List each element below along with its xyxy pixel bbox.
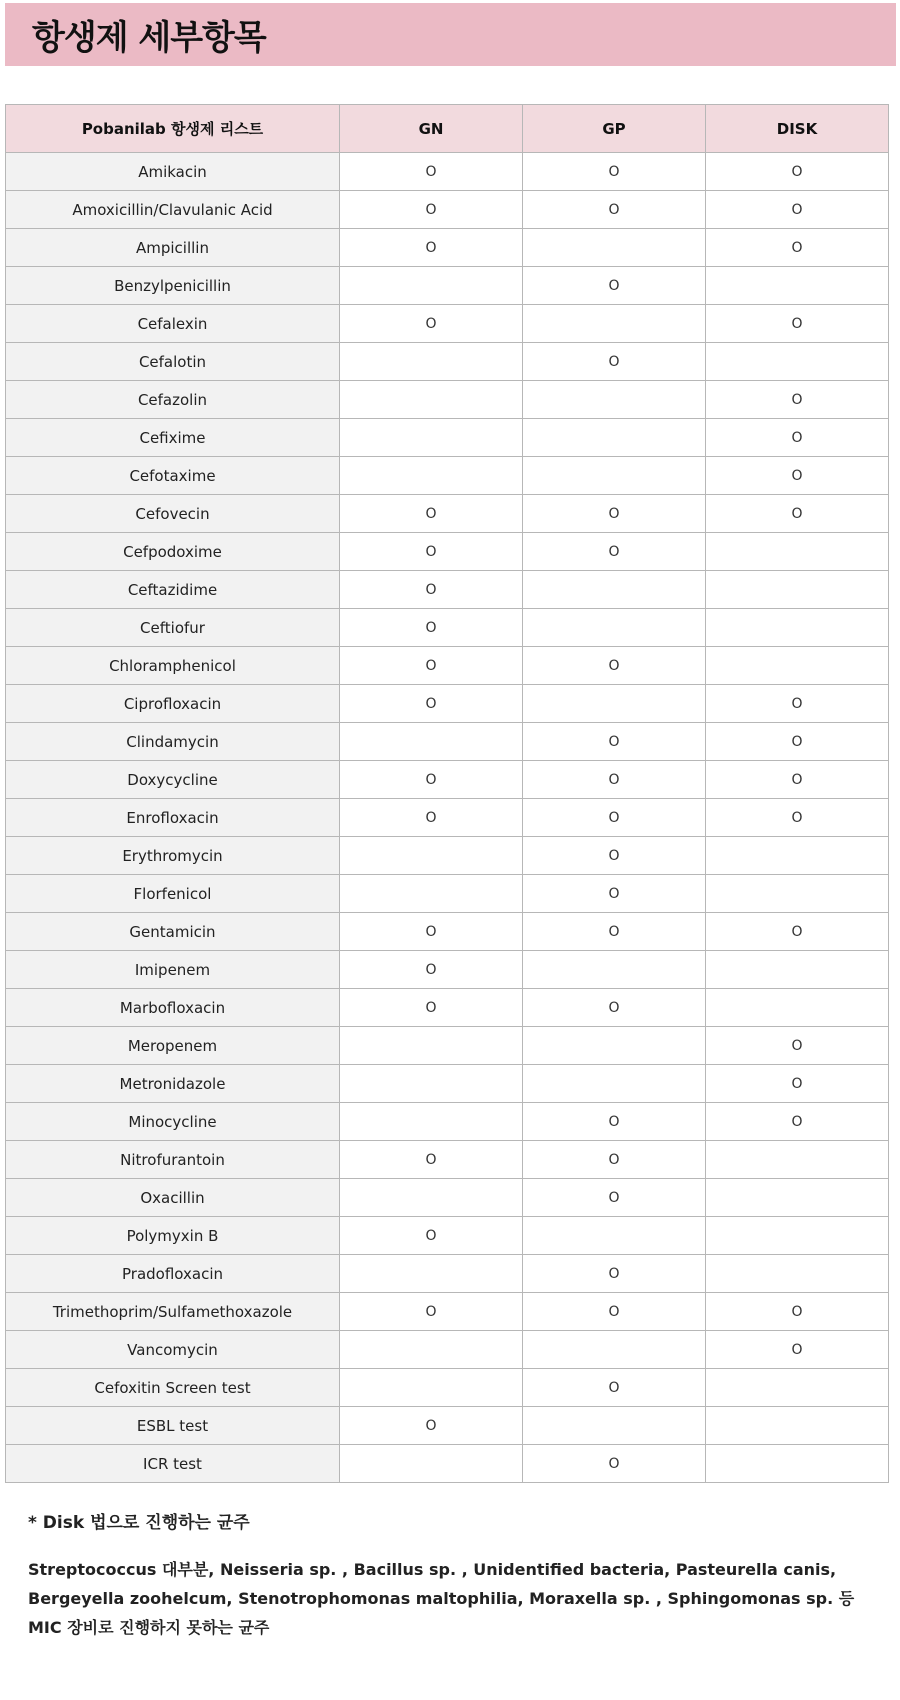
disk-availability-cell: O bbox=[706, 305, 889, 343]
antibiotic-name-cell: Cefoxitin Screen test bbox=[6, 1369, 340, 1407]
antibiotic-name-cell: Cefalotin bbox=[6, 343, 340, 381]
table-row bbox=[6, 875, 889, 913]
gn-availability-cell: O bbox=[340, 1293, 523, 1331]
gn-availability-cell: O bbox=[340, 685, 523, 723]
disk-availability-cell bbox=[706, 571, 889, 609]
antibiotic-name-cell: Marbofloxacin bbox=[6, 989, 340, 1027]
table-row bbox=[6, 495, 889, 533]
disk-availability-cell bbox=[706, 647, 889, 685]
disk-availability-cell bbox=[706, 343, 889, 381]
gp-availability-cell bbox=[523, 1331, 706, 1369]
gn-availability-cell bbox=[340, 381, 523, 419]
gn-availability-cell bbox=[340, 837, 523, 875]
disk-availability-cell bbox=[706, 837, 889, 875]
gp-availability-cell: O bbox=[523, 343, 706, 381]
table-row bbox=[6, 951, 889, 989]
antibiotic-name-cell: Cefpodoxime bbox=[6, 533, 340, 571]
disk-availability-cell bbox=[706, 1217, 889, 1255]
disk-method-note bbox=[28, 1508, 878, 1642]
gp-availability-cell: O bbox=[523, 1369, 706, 1407]
gn-availability-cell: O bbox=[340, 951, 523, 989]
disk-availability-cell bbox=[706, 1407, 889, 1445]
disk-availability-cell: O bbox=[706, 419, 889, 457]
antibiotic-name-cell: Cefovecin bbox=[6, 495, 340, 533]
gp-availability-cell bbox=[523, 1027, 706, 1065]
disk-availability-cell: O bbox=[706, 457, 889, 495]
table-header-row bbox=[6, 105, 889, 153]
table-row bbox=[6, 1141, 889, 1179]
column-header-antibiotic-list: Pobanilab 항생제 리스트 bbox=[6, 105, 340, 153]
table-row bbox=[6, 267, 889, 305]
disk-availability-cell: O bbox=[706, 1103, 889, 1141]
gp-availability-cell: O bbox=[523, 1255, 706, 1293]
gp-availability-cell: O bbox=[523, 533, 706, 571]
disk-availability-cell: O bbox=[706, 685, 889, 723]
disk-availability-cell bbox=[706, 1141, 889, 1179]
table-row bbox=[6, 305, 889, 343]
antibiotic-name-cell: Ampicillin bbox=[6, 229, 340, 267]
gn-availability-cell bbox=[340, 419, 523, 457]
table-row bbox=[6, 1293, 889, 1331]
table-row bbox=[6, 799, 889, 837]
gn-availability-cell bbox=[340, 1103, 523, 1141]
antibiotic-name-cell: Ciprofloxacin bbox=[6, 685, 340, 723]
gn-availability-cell bbox=[340, 1255, 523, 1293]
column-header-disk: DISK bbox=[706, 105, 889, 153]
disk-availability-cell bbox=[706, 1255, 889, 1293]
antibiotic-name-cell: Ceftazidime bbox=[6, 571, 340, 609]
gp-availability-cell bbox=[523, 305, 706, 343]
disk-availability-cell bbox=[706, 1369, 889, 1407]
table-row bbox=[6, 723, 889, 761]
table-row bbox=[6, 913, 889, 951]
gp-availability-cell bbox=[523, 571, 706, 609]
disk-availability-cell: O bbox=[706, 191, 889, 229]
table-row bbox=[6, 1217, 889, 1255]
gp-availability-cell: O bbox=[523, 495, 706, 533]
table-row bbox=[6, 1065, 889, 1103]
disk-availability-cell: O bbox=[706, 913, 889, 951]
gp-availability-cell bbox=[523, 229, 706, 267]
gn-availability-cell bbox=[340, 1027, 523, 1065]
antibiotic-name-cell: Cefixime bbox=[6, 419, 340, 457]
table-row bbox=[6, 837, 889, 875]
gn-availability-cell bbox=[340, 1369, 523, 1407]
antibiotic-name-cell: Metronidazole bbox=[6, 1065, 340, 1103]
disk-availability-cell: O bbox=[706, 723, 889, 761]
gp-availability-cell: O bbox=[523, 723, 706, 761]
disk-availability-cell: O bbox=[706, 229, 889, 267]
disk-availability-cell: O bbox=[706, 1293, 889, 1331]
table-row bbox=[6, 609, 889, 647]
antibiotic-name-cell: Enrofloxacin bbox=[6, 799, 340, 837]
column-header-gp: GP bbox=[523, 105, 706, 153]
gp-availability-cell: O bbox=[523, 989, 706, 1027]
disk-availability-cell bbox=[706, 989, 889, 1027]
disk-availability-cell bbox=[706, 951, 889, 989]
gp-availability-cell: O bbox=[523, 913, 706, 951]
antibiotic-name-cell: Benzylpenicillin bbox=[6, 267, 340, 305]
gn-availability-cell bbox=[340, 1445, 523, 1483]
gp-availability-cell: O bbox=[523, 875, 706, 913]
antibiotic-name-cell: Clindamycin bbox=[6, 723, 340, 761]
antibiotic-name-cell: Amoxicillin/Clavulanic Acid bbox=[6, 191, 340, 229]
gp-availability-cell: O bbox=[523, 1293, 706, 1331]
gn-availability-cell: O bbox=[340, 191, 523, 229]
note-line: Bergeyella zoohelcum, Stenotrophomonas maltophilia, Moraxella sp. , Sphingomonas sp. 등 bbox=[28, 1589, 855, 1608]
gp-availability-cell bbox=[523, 609, 706, 647]
gn-availability-cell: O bbox=[340, 533, 523, 571]
antibiotic-name-cell: Pradofloxacin bbox=[6, 1255, 340, 1293]
disk-availability-cell: O bbox=[706, 1065, 889, 1103]
disk-availability-cell: O bbox=[706, 799, 889, 837]
table-row bbox=[6, 343, 889, 381]
antibiotic-name-cell: Vancomycin bbox=[6, 1331, 340, 1369]
gn-availability-cell bbox=[340, 1179, 523, 1217]
antibiotic-name-cell: Meropenem bbox=[6, 1027, 340, 1065]
disk-availability-cell bbox=[706, 267, 889, 305]
gp-availability-cell bbox=[523, 1407, 706, 1445]
gp-availability-cell bbox=[523, 1065, 706, 1103]
gp-availability-cell: O bbox=[523, 267, 706, 305]
page-title: 항생제 세부항목 bbox=[32, 18, 266, 58]
table-row bbox=[6, 191, 889, 229]
gn-availability-cell bbox=[340, 723, 523, 761]
gp-availability-cell: O bbox=[523, 1141, 706, 1179]
table-row bbox=[6, 761, 889, 799]
gn-availability-cell: O bbox=[340, 305, 523, 343]
antibiotic-name-cell: Doxycycline bbox=[6, 761, 340, 799]
antibiotic-name-cell: Trimethoprim/Sulfamethoxazole bbox=[6, 1293, 340, 1331]
table-body bbox=[6, 153, 889, 1483]
table-row bbox=[6, 457, 889, 495]
gn-availability-cell: O bbox=[340, 495, 523, 533]
table-row bbox=[6, 1103, 889, 1141]
gp-availability-cell bbox=[523, 419, 706, 457]
gn-availability-cell bbox=[340, 343, 523, 381]
table-header bbox=[6, 105, 889, 153]
gn-availability-cell: O bbox=[340, 647, 523, 685]
antibiotic-name-cell: ESBL test bbox=[6, 1407, 340, 1445]
gp-availability-cell bbox=[523, 951, 706, 989]
table-row bbox=[6, 647, 889, 685]
gp-availability-cell: O bbox=[523, 153, 706, 191]
antibiotic-name-cell: Polymyxin B bbox=[6, 1217, 340, 1255]
antibiotic-name-cell: Gentamicin bbox=[6, 913, 340, 951]
antibiotic-name-cell: Erythromycin bbox=[6, 837, 340, 875]
disk-availability-cell: O bbox=[706, 495, 889, 533]
table-row bbox=[6, 381, 889, 419]
gn-availability-cell: O bbox=[340, 761, 523, 799]
note-line: MIC 장비로 진행하지 못하는 균주 bbox=[28, 1618, 270, 1637]
gp-availability-cell: O bbox=[523, 1445, 706, 1483]
note-line: Streptococcus 대부분, Neisseria sp. , Bacillus sp. , Unidentified bacteria, Pasteurella canis, bbox=[28, 1560, 837, 1579]
antibiotic-name-cell: Minocycline bbox=[6, 1103, 340, 1141]
gp-availability-cell: O bbox=[523, 1103, 706, 1141]
disk-availability-cell: O bbox=[706, 1331, 889, 1369]
antibiotic-name-cell: Cefazolin bbox=[6, 381, 340, 419]
gn-availability-cell: O bbox=[340, 1407, 523, 1445]
gn-availability-cell bbox=[340, 457, 523, 495]
disk-availability-cell: O bbox=[706, 1027, 889, 1065]
table-row bbox=[6, 1445, 889, 1483]
table-row bbox=[6, 1179, 889, 1217]
table-row bbox=[6, 419, 889, 457]
disk-availability-cell bbox=[706, 1445, 889, 1483]
gn-availability-cell: O bbox=[340, 913, 523, 951]
gp-availability-cell bbox=[523, 1217, 706, 1255]
gp-availability-cell bbox=[523, 381, 706, 419]
gn-availability-cell: O bbox=[340, 609, 523, 647]
gn-availability-cell: O bbox=[340, 229, 523, 267]
table-row bbox=[6, 533, 889, 571]
disk-availability-cell: O bbox=[706, 153, 889, 191]
antibiotic-name-cell: ICR test bbox=[6, 1445, 340, 1483]
gn-availability-cell bbox=[340, 1331, 523, 1369]
gp-availability-cell: O bbox=[523, 191, 706, 229]
antibiotic-name-cell: Chloramphenicol bbox=[6, 647, 340, 685]
gp-availability-cell bbox=[523, 685, 706, 723]
gn-availability-cell: O bbox=[340, 1141, 523, 1179]
gn-availability-cell bbox=[340, 1065, 523, 1103]
antibiotic-table bbox=[5, 104, 889, 1483]
gn-availability-cell: O bbox=[340, 989, 523, 1027]
table-row bbox=[6, 229, 889, 267]
antibiotic-name-cell: Imipenem bbox=[6, 951, 340, 989]
table-row bbox=[6, 685, 889, 723]
table-row bbox=[6, 1027, 889, 1065]
disk-availability-cell bbox=[706, 609, 889, 647]
gp-availability-cell: O bbox=[523, 1179, 706, 1217]
disk-availability-cell bbox=[706, 875, 889, 913]
table-row bbox=[6, 1407, 889, 1445]
column-header-gn: GN bbox=[340, 105, 523, 153]
disk-availability-cell bbox=[706, 1179, 889, 1217]
antibiotic-name-cell: Cefalexin bbox=[6, 305, 340, 343]
table-row bbox=[6, 153, 889, 191]
gp-availability-cell: O bbox=[523, 761, 706, 799]
title-banner bbox=[5, 3, 896, 66]
antibiotic-name-cell: Ceftiofur bbox=[6, 609, 340, 647]
gp-availability-cell: O bbox=[523, 799, 706, 837]
note-heading: * Disk 법으로 진행하는 균주 bbox=[28, 1513, 250, 1533]
disk-availability-cell bbox=[706, 533, 889, 571]
table-row bbox=[6, 1331, 889, 1369]
table-row bbox=[6, 1255, 889, 1293]
antibiotic-name-cell: Cefotaxime bbox=[6, 457, 340, 495]
disk-availability-cell: O bbox=[706, 761, 889, 799]
gn-availability-cell: O bbox=[340, 799, 523, 837]
table-row bbox=[6, 571, 889, 609]
antibiotic-table-container bbox=[5, 104, 888, 1483]
gp-availability-cell: O bbox=[523, 837, 706, 875]
antibiotic-name-cell: Florfenicol bbox=[6, 875, 340, 913]
gn-availability-cell bbox=[340, 267, 523, 305]
gp-availability-cell bbox=[523, 457, 706, 495]
table-row bbox=[6, 1369, 889, 1407]
antibiotic-name-cell: Oxacillin bbox=[6, 1179, 340, 1217]
gn-availability-cell: O bbox=[340, 153, 523, 191]
gn-availability-cell: O bbox=[340, 571, 523, 609]
table-row bbox=[6, 989, 889, 1027]
gn-availability-cell bbox=[340, 875, 523, 913]
gn-availability-cell: O bbox=[340, 1217, 523, 1255]
gp-availability-cell: O bbox=[523, 647, 706, 685]
antibiotic-name-cell: Nitrofurantoin bbox=[6, 1141, 340, 1179]
antibiotic-name-cell: Amikacin bbox=[6, 153, 340, 191]
disk-availability-cell: O bbox=[706, 381, 889, 419]
